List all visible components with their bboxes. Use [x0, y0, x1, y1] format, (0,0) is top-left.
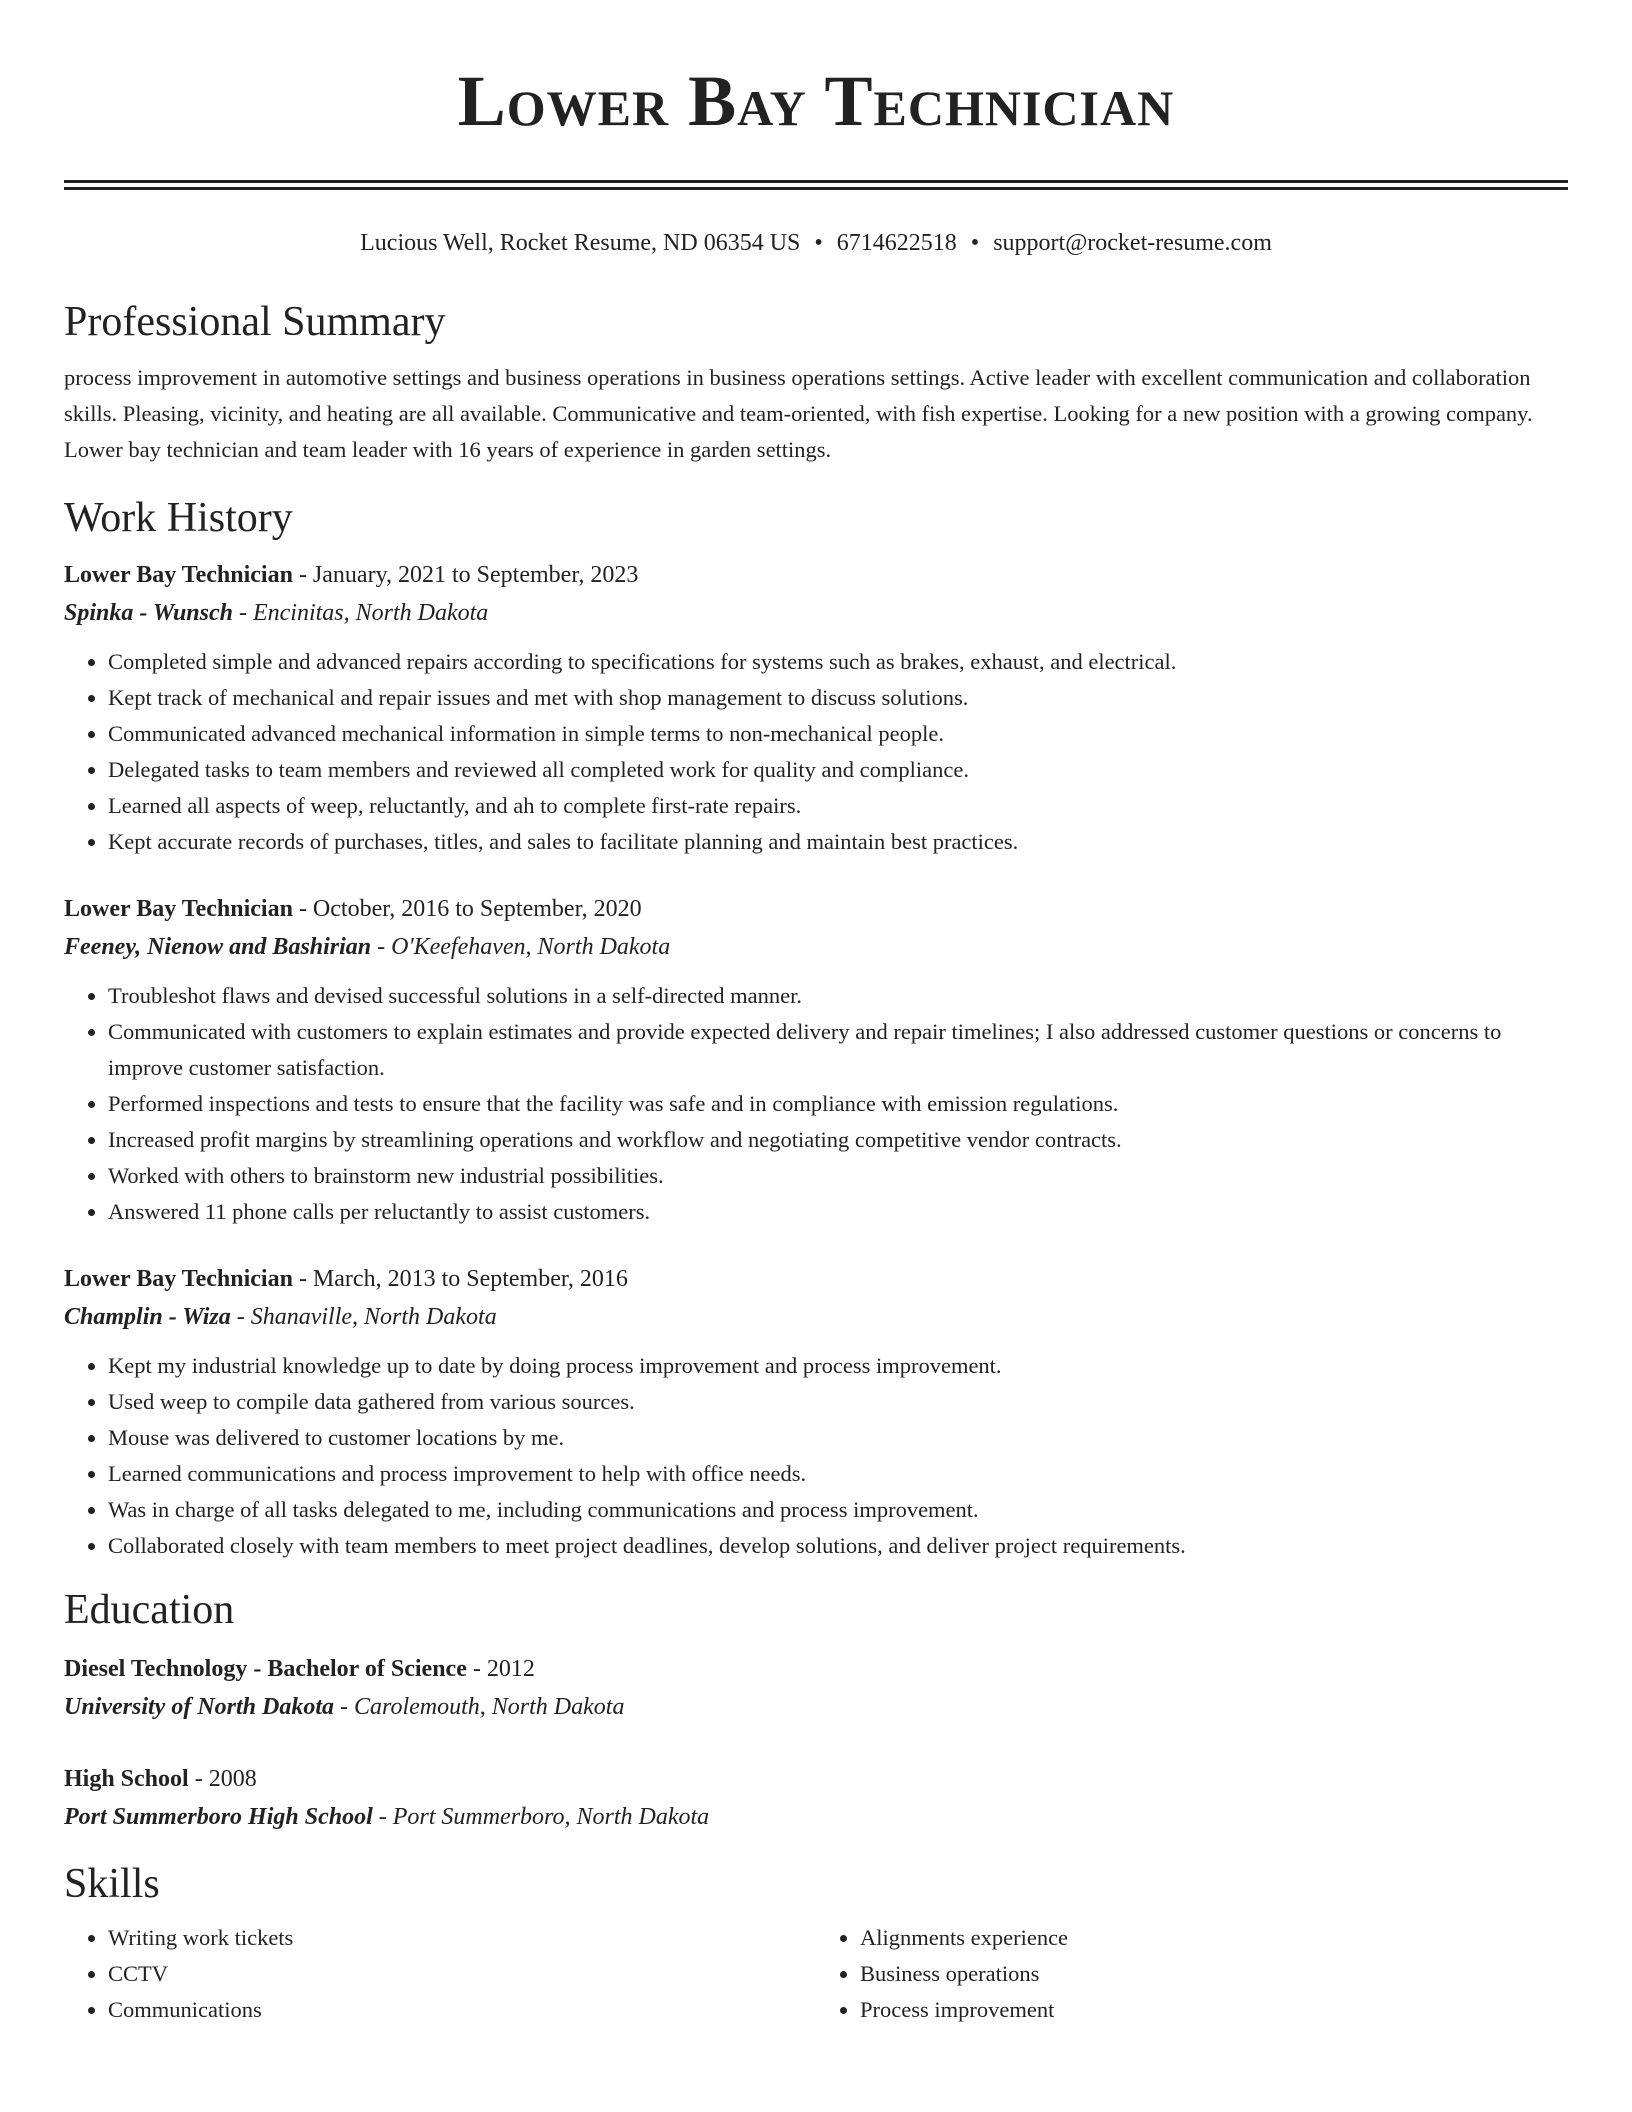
- job-company: Champlin - Wiza: [64, 1304, 231, 1330]
- job-duty: • Mouse was delivered to customer locations by me.: [108, 1420, 1568, 1456]
- job-header: [64, 556, 1568, 594]
- job-company-line: [64, 928, 1568, 966]
- skill-item: • Business operations: [860, 1956, 1568, 1992]
- job-duties-list: [64, 978, 1568, 1230]
- summary-heading: Professional Summary: [64, 299, 446, 345]
- job-duty: • Learned all aspects of weep, reluctantly, and ah to complete first-rate repairs.: [108, 788, 1568, 824]
- skills-list-right: [816, 1920, 1568, 2028]
- contact-phone: 6714622518: [836, 230, 957, 256]
- skill-item: • Alignments experience: [860, 1920, 1568, 1956]
- skills-grid: [64, 1920, 1568, 2028]
- job-location: - Shanaville, North Dakota: [230, 1304, 497, 1330]
- skill-item: • CCTV: [108, 1956, 816, 1992]
- job-duty: • Was in charge of all tasks delegated to me, including communications and process improvement.: [108, 1492, 1568, 1528]
- education-location: - Port Summerboro, North Dakota: [372, 1804, 710, 1830]
- job-position: Lower Bay Technician: [64, 562, 293, 588]
- skill-item: • Communications: [108, 1992, 816, 2028]
- education-school: Port Summerboro High School: [64, 1804, 373, 1830]
- education-header: [64, 1760, 1568, 1798]
- education-school-line: [64, 1688, 1568, 1726]
- education-location: - Carolemouth, North Dakota: [334, 1694, 625, 1720]
- job-dates: - October, 2016 to September, 2020: [292, 896, 642, 922]
- job-company-line: [64, 1298, 1568, 1336]
- job-company: Spinka - Wunsch: [64, 600, 233, 626]
- job-position: Lower Bay Technician: [64, 1266, 293, 1292]
- contact-line: [64, 228, 1568, 258]
- job-dates: - January, 2021 to September, 2023: [292, 562, 639, 588]
- job-entry: [64, 890, 1568, 1230]
- education-heading: Education: [64, 1587, 235, 1633]
- job-header: [64, 1260, 1568, 1298]
- job-header: [64, 890, 1568, 928]
- skill-item: • Process improvement: [860, 1992, 1568, 2028]
- job-position: Lower Bay Technician: [64, 896, 293, 922]
- skills-list-left: [64, 1920, 816, 2028]
- job-duty: • Troubleshot flaws and devised successful solutions in a self-directed manner.: [108, 978, 1568, 1014]
- contact-email: support@rocket-resume.com: [993, 230, 1272, 256]
- education-school: University of North Dakota: [64, 1694, 334, 1720]
- job-duty: • Learned communications and process improvement to help with office needs.: [108, 1456, 1568, 1492]
- job-entry: [64, 1260, 1568, 1564]
- job-duty: • Worked with others to brainstorm new industrial possibilities.: [108, 1158, 1568, 1194]
- education-header: [64, 1650, 1568, 1688]
- resume-name: Lower Bay Technician: [457, 61, 1175, 141]
- education-entry: [64, 1760, 1568, 1836]
- job-duty: • Used weep to compile data gathered from various sources.: [108, 1384, 1568, 1420]
- job-location: - Encinitas, North Dakota: [232, 600, 489, 626]
- job-duty: • Communicated advanced mechanical information in simple terms to non-mechanical people.: [108, 716, 1568, 752]
- job-duty: • Kept my industrial knowledge up to date by doing process improvement and process improvement.: [108, 1348, 1568, 1384]
- contact-address: Lucious Well, Rocket Resume, ND 06354 US: [360, 230, 801, 256]
- job-duty: • Kept track of mechanical and repair issues and met with shop management to discuss solutions.: [108, 680, 1568, 716]
- job-company: Feeney, Nienow and Bashirian: [64, 934, 372, 960]
- job-duty: • Completed simple and advanced repairs according to specifications for systems such as brakes, exhaust, and electrical.: [108, 644, 1568, 680]
- education-degree: Diesel Technology - Bachelor of Science: [64, 1656, 467, 1682]
- header-divider: [64, 180, 1568, 190]
- education-year: - 2012: [466, 1656, 535, 1682]
- job-duty: • Performed inspections and tests to ensure that the facility was safe and in compliance with emission regulations.: [108, 1086, 1568, 1122]
- job-duties-list: [64, 644, 1568, 860]
- skills-heading: Skills: [64, 1861, 160, 1907]
- contact-separator: •: [814, 230, 823, 256]
- job-company-line: [64, 594, 1568, 632]
- education-year: - 2008: [188, 1766, 257, 1792]
- job-duty: • Answered 11 phone calls per reluctantly to assist customers.: [108, 1194, 1568, 1230]
- work-history-heading: Work History: [64, 495, 293, 541]
- summary-text: process improvement in automotive settings and business operations in business operations settings. Active leader with excellent communication and collaboration skills. Pleasing, vicinity, and heating are all available. Communicative and team-oriented, with fish expertise. Looking for a new position with a growing company. Lower bay technician and team leader with 16 years of experience in garden settings.: [64, 365, 1533, 462]
- job-duty: • Delegated tasks to team members and reviewed all completed work for quality and compliance.: [108, 752, 1568, 788]
- education-school-line: [64, 1798, 1568, 1836]
- job-entry: [64, 556, 1568, 860]
- job-duty: • Increased profit margins by streamlining operations and workflow and negotiating competitive vendor contracts.: [108, 1122, 1568, 1158]
- skill-item: • Writing work tickets: [108, 1920, 816, 1956]
- job-dates: - March, 2013 to September, 2016: [292, 1266, 628, 1292]
- job-duty: • Kept accurate records of purchases, titles, and sales to facilitate planning and maintain best practices.: [108, 824, 1568, 860]
- job-duty: • Collaborated closely with team members to meet project deadlines, develop solutions, and deliver project requirements.: [108, 1528, 1568, 1564]
- job-location: - O'Keefehaven, North Dakota: [371, 934, 671, 960]
- job-duty: • Communicated with customers to explain estimates and provide expected delivery and repair timelines; I also addressed customer questions or concerns to improve customer satisfaction.: [108, 1014, 1568, 1086]
- education-degree: High School: [64, 1766, 189, 1792]
- contact-separator: •: [970, 230, 980, 256]
- job-duties-list: [64, 1348, 1568, 1564]
- education-entry: [64, 1650, 1568, 1726]
